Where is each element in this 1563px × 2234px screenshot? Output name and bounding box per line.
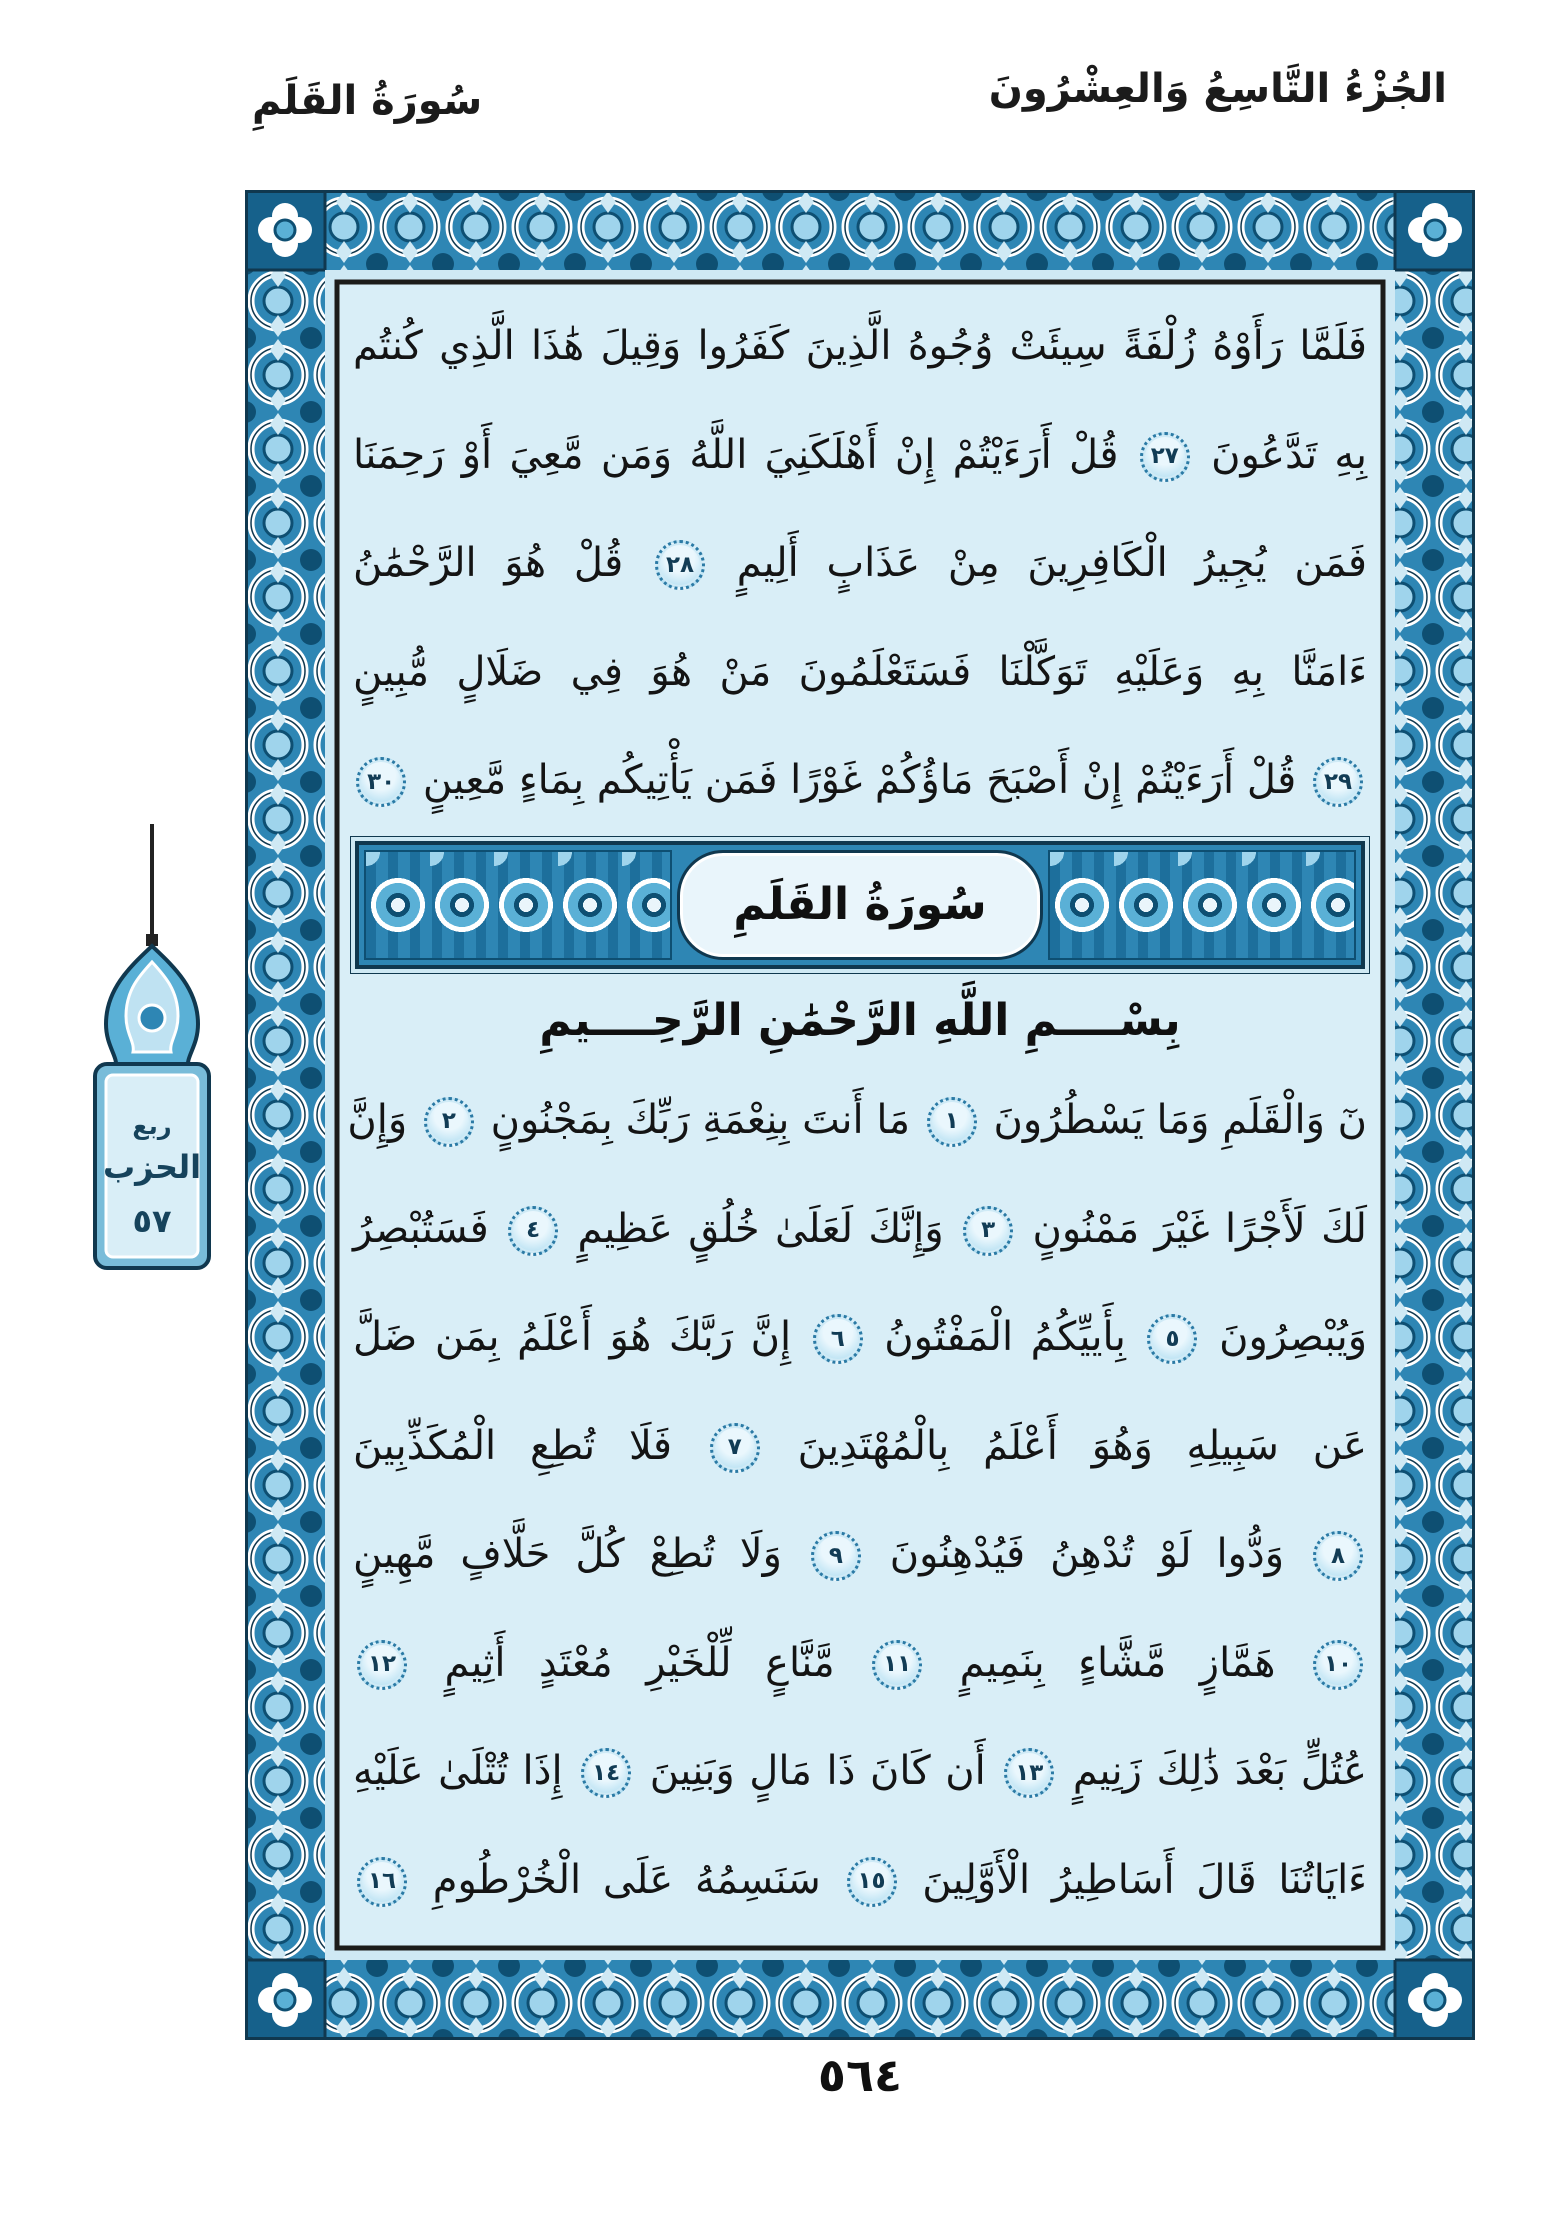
quran-line	[353, 1175, 1367, 1283]
quran-line	[353, 1500, 1367, 1608]
frame-corner-icon	[245, 190, 325, 270]
ayah-text: عُتُلٍّ بَعْدَ ذَٰلِكَ زَنِيمٍ	[1072, 1748, 1367, 1795]
hizb-marker	[64, 822, 240, 1300]
ayah-text: سَنَسِمُهُ عَلَى الْخُرْطُومِ	[432, 1856, 821, 1903]
ayah-number-badge: ٢٩	[1313, 757, 1363, 807]
ayah-number-badge: ٣	[963, 1206, 1013, 1256]
ayah-text: فَلَا تُطِعِ الْمُكَذِّبِينَ	[353, 1422, 672, 1469]
ayah-text: قُلْ أَرَءَيْتُمْ إِنْ أَصْبَحَ مَاؤُكُمْ غَوْرًا فَمَن يَأْتِيكُم بِمَاءٍ مَّعِينٍ	[422, 757, 1297, 804]
ayah-text: وَلَا تُطِعْ كُلَّ حَلَّافٍ مَّهِينٍ	[353, 1531, 782, 1578]
ayah-text: بِهِ تَدَّعُونَ	[1211, 431, 1368, 478]
basmala: بِسْــــمِ اللَّهِ الرَّحْمَٰنِ الرَّحِــــيمِ	[539, 994, 1181, 1046]
ayah-text: مَّنَّاعٍ لِّلْخَيْرِ مُعْتَدٍ أَثِيمٍ	[444, 1639, 835, 1686]
ayah-number-badge: ٢٨	[655, 540, 705, 590]
ayah-text: قُلْ أَرَءَيْتُمْ إِنْ أَهْلَكَنِيَ اللَّهُ وَمَن مَّعِيَ أَوْ رَحِمَنَا	[353, 431, 1119, 478]
frame-corner-icon	[1395, 1960, 1475, 2040]
frame-band-left	[245, 190, 325, 2040]
ayah-number-badge: ١٤	[581, 1748, 631, 1798]
header-surah-title: سُورَةُ القَلَمِ	[252, 78, 483, 124]
ayah-number-badge: ٨	[1313, 1531, 1363, 1581]
ayah-number-badge: ١٦	[357, 1857, 407, 1907]
ayah-text: لَكَ لَأَجْرًا غَيْرَ مَمْنُونٍ	[1032, 1205, 1367, 1252]
ayah-text: ءَامَنَّا بِهِ وَعَلَيْهِ تَوَكَّلْنَا فَسَتَعْلَمُونَ مَنْ هُوَ فِي ضَلَالٍ مُّبِينٍ	[353, 648, 1367, 695]
ayah-number-badge: ٢٧	[1140, 432, 1190, 482]
ayah-number-badge: ٥	[1147, 1314, 1197, 1364]
ayah-number-badge: ١	[927, 1097, 977, 1147]
ayah-text: وَإِنَّ	[347, 1096, 408, 1143]
quran-line	[353, 509, 1367, 617]
ayah-text: عَن سَبِيلِهِ وَهُوَ أَعْلَمُ بِالْمُهْتَدِينَ	[797, 1422, 1368, 1469]
quran-line	[353, 1283, 1367, 1391]
ayah-text: وَدُّوا لَوْ تُدْهِنُ فَيُدْهِنُونَ	[889, 1531, 1285, 1578]
ayah-number-badge: ١٣	[1004, 1748, 1054, 1798]
frame-corner-icon	[1395, 190, 1475, 270]
ayah-text: فَمَن يُجِيرُ الْكَافِرِينَ مِنْ عَذَابٍ أَلِيمٍ	[736, 540, 1368, 587]
frame-band-top	[245, 190, 1475, 270]
banner-ornament-right-icon	[1048, 850, 1356, 960]
banner-ornament-left-icon	[364, 850, 672, 960]
quran-text-panel	[337, 282, 1383, 1948]
ayah-text: فَلَمَّا رَأَوْهُ زُلْفَةً سِيئَتْ وُجُوهُ الَّذِينَ كَفَرُوا وَقِيلَ هَٰذَا الَّذِي كُنتُم	[353, 323, 1367, 369]
ayah-text: فَسَتُبْصِرُ	[353, 1205, 489, 1252]
hizb-marker-word-bottom: الحزب	[102, 1148, 202, 1186]
frame-corner-icon	[245, 1960, 325, 2040]
ayah-number-badge: ٦	[813, 1314, 863, 1364]
ayah-text: قُلْ هُوَ الرَّحْمَٰنُ	[353, 540, 624, 587]
ayah-text: نٓ وَالْقَلَمِ وَمَا يَسْطُرُونَ	[993, 1096, 1367, 1143]
quran-line	[353, 1826, 1367, 1934]
hizb-marker-word-top: ربع	[132, 1112, 172, 1140]
quran-line	[347, 1066, 1367, 1174]
quran-line	[353, 292, 1367, 400]
surah-banner	[355, 841, 1365, 969]
hizb-marker-number: ٥٧	[132, 1202, 172, 1240]
ayah-text: إِذَا تُتْلَىٰ عَلَيْهِ	[353, 1748, 563, 1795]
quran-line	[353, 1392, 1367, 1500]
ayah-text: بِأَييِّكُمُ الْمَفْتُونُ	[884, 1314, 1126, 1361]
ayah-text: وَيُبْصِرُونَ	[1219, 1314, 1368, 1361]
ayah-text: أَن كَانَ ذَا مَالٍ وَبَنِينَ	[649, 1748, 986, 1795]
quran-line	[353, 1717, 1367, 1825]
quran-line	[353, 1609, 1367, 1717]
ayah-text: إِنَّ رَبَّكَ هُوَ أَعْلَمُ بِمَن ضَلَّ	[353, 1314, 792, 1361]
ayah-text: هَمَّازٍ مَّشَّاءٍ بِنَمِيمٍ	[959, 1639, 1276, 1686]
quran-line	[353, 618, 1367, 726]
ayah-number-badge: ١٠	[1313, 1640, 1363, 1690]
frame-band-right	[1395, 190, 1475, 2040]
header-juz-title: الجُزْءُ التَّاسِعُ وَالعِشْرُونَ	[988, 66, 1447, 112]
surah-banner-cartouche	[677, 850, 1043, 960]
ayah-text: مَا أَنتَ بِنِعْمَةِ رَبِّكَ بِمَجْنُونٍ	[490, 1096, 910, 1143]
ayah-text: وَإِنَّكَ لَعَلَىٰ خُلُقٍ عَظِيمٍ	[577, 1205, 944, 1252]
ayah-number-badge: ١١	[872, 1640, 922, 1690]
ayah-number-badge: ١٥	[847, 1857, 897, 1907]
ayah-number-badge: ٧	[710, 1423, 760, 1473]
ayah-number-badge: ٩	[811, 1531, 861, 1581]
ayah-text: ءَايَاتُنَا قَالَ أَسَاطِيرُ الْأَوَّلِينَ	[922, 1856, 1367, 1903]
ayah-number-badge: ٢	[424, 1097, 474, 1147]
quran-line	[353, 401, 1367, 509]
ayah-number-badge: ٤	[508, 1206, 558, 1256]
quran-line	[353, 726, 1367, 834]
ayah-number-badge: ٣٠	[356, 757, 406, 807]
surah-banner-title: سُورَةُ القَلَمِ	[733, 879, 987, 931]
frame-band-bottom	[245, 1960, 1475, 2040]
ayah-number-badge: ١٢	[357, 1640, 407, 1690]
page-number: ٥٦٤	[817, 2048, 903, 2102]
